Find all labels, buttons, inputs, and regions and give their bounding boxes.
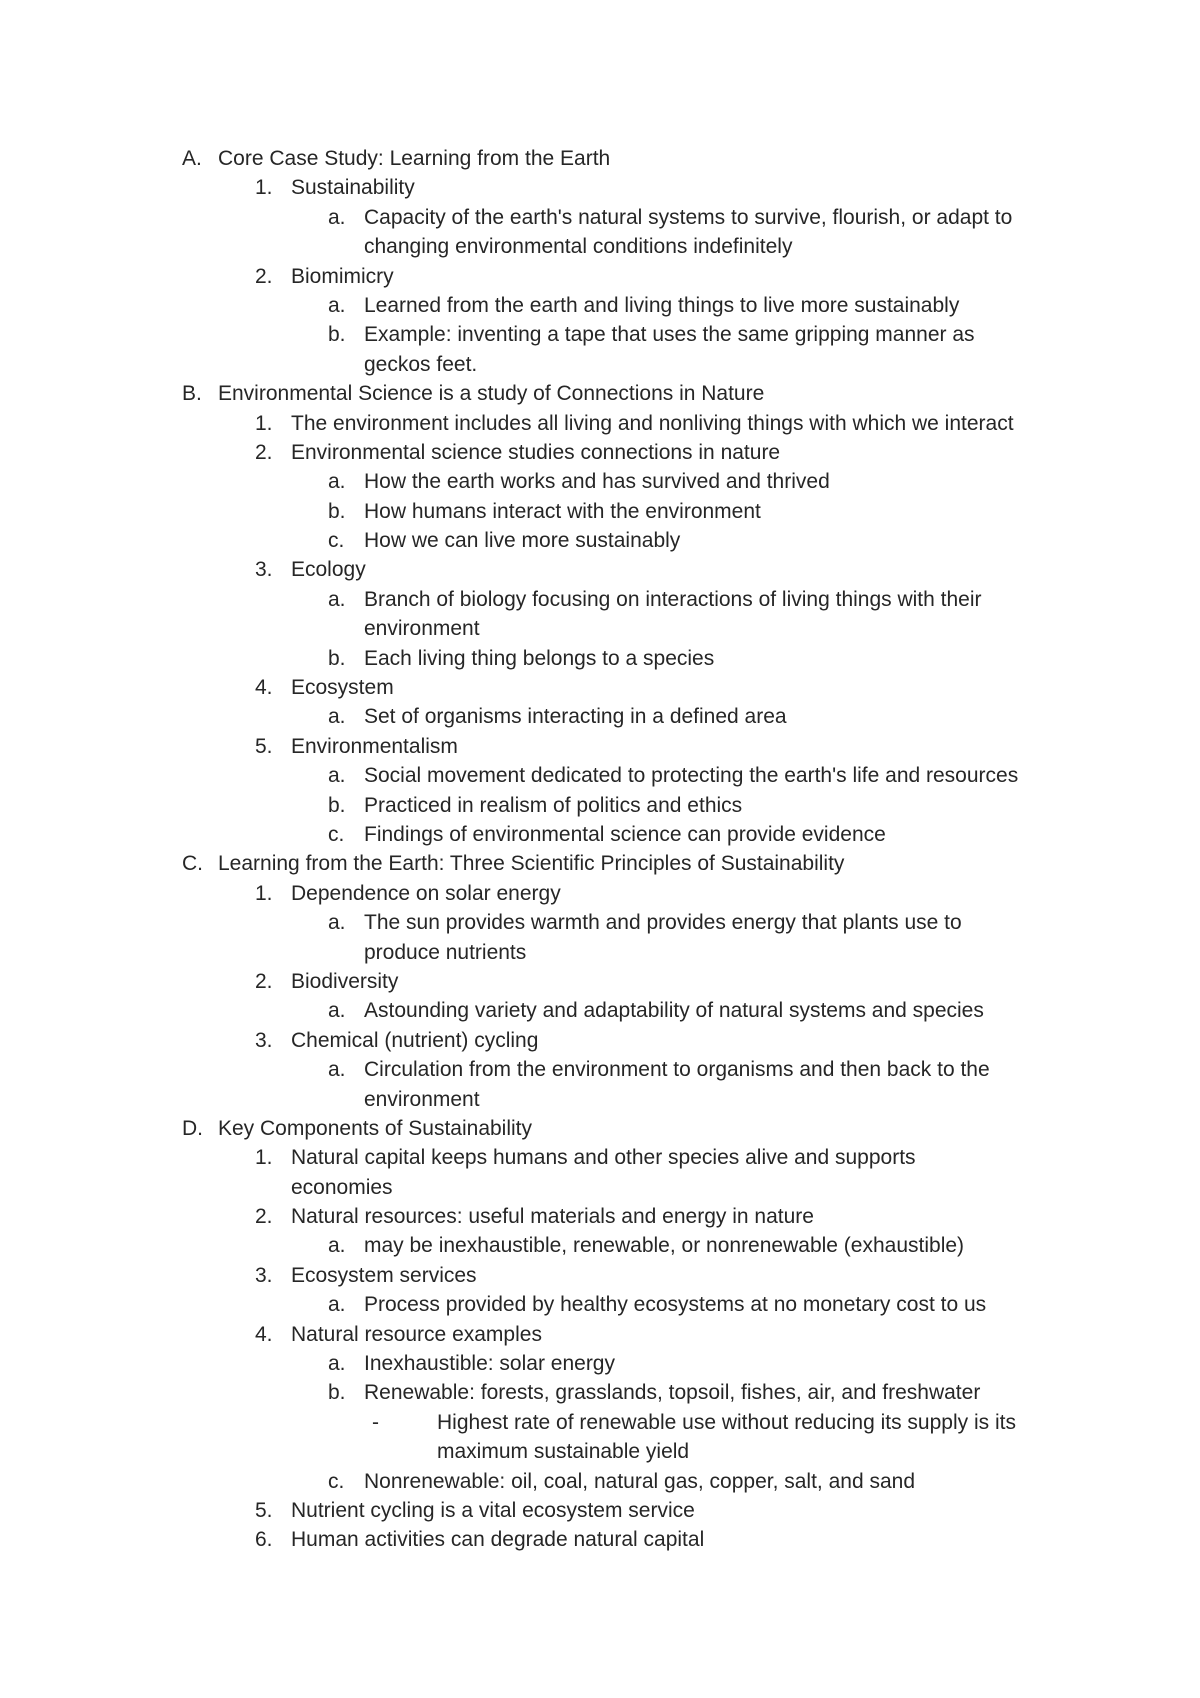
list-item-text: Circulation from the environment to organisms and then back to the (364, 1058, 990, 1082)
list-item-text: maximum sustainable yield (437, 1440, 690, 1464)
outline-line (0, 761, 1200, 790)
list-marker: a. (328, 1352, 346, 1376)
list-marker: 5. (255, 734, 273, 758)
list-marker: 2. (255, 1205, 273, 1229)
list-item-text: Key Components of Sustainability (218, 1116, 533, 1140)
list-marker: 4. (255, 1322, 273, 1346)
list-item-text: economies (291, 1175, 393, 1199)
list-marker: a. (328, 293, 346, 317)
list-marker: a. (328, 1234, 346, 1258)
list-marker: 4. (255, 676, 273, 700)
outline-line (0, 144, 1200, 173)
outline-line (0, 585, 1200, 614)
list-item-text: may be inexhaustible, renewable, or nonrenewable (exhaustible) (364, 1234, 965, 1258)
list-marker: c. (328, 822, 345, 846)
outline-line (0, 203, 1200, 232)
list-item-text: Ecosystem services (291, 1263, 477, 1287)
list-item-text: Chemical (nutrient) cycling (291, 1028, 539, 1052)
list-marker: a. (328, 1293, 346, 1317)
outline-line (0, 438, 1200, 467)
outline-line (0, 1231, 1200, 1260)
outline-line (0, 1173, 1200, 1202)
outline-line (0, 849, 1200, 878)
outline-line (0, 1114, 1200, 1143)
list-marker: 3. (255, 558, 273, 582)
list-marker: C. (182, 852, 203, 876)
outline-line (0, 379, 1200, 408)
list-item-text: Ecosystem (291, 676, 394, 700)
list-item-text: The sun provides warmth and provides energy that plants use to (364, 911, 962, 935)
list-item-text: Branch of biology focusing on interactions of living things with their (364, 587, 982, 611)
list-item-text: Renewable: forests, grasslands, topsoil, fishes, air, and freshwater (364, 1381, 981, 1405)
list-marker: A. (182, 147, 202, 170)
outline-line (0, 526, 1200, 555)
list-item-text: Nutrient cycling is a vital ecosystem service (291, 1498, 695, 1522)
outline-line (0, 1202, 1200, 1231)
outline-line (0, 732, 1200, 761)
list-marker: 3. (255, 1028, 273, 1052)
outline-line (0, 1320, 1200, 1349)
list-item-text: Environmental science studies connections in nature (291, 440, 781, 464)
list-marker: 2. (255, 969, 273, 993)
outline-line (0, 908, 1200, 937)
outline-line (0, 791, 1200, 820)
list-item-text: Findings of environmental science can provide evidence (364, 822, 886, 846)
list-marker: b. (328, 646, 346, 670)
list-item-text: Inexhaustible: solar energy (364, 1352, 615, 1376)
list-marker: 6. (255, 1528, 273, 1552)
list-marker: a. (328, 999, 346, 1023)
list-item-text: Dependence on solar energy (291, 881, 561, 905)
outline-line (0, 1143, 1200, 1172)
list-marker: b. (328, 1381, 346, 1405)
outline-line (0, 1085, 1200, 1114)
list-item-text: Example: inventing a tape that uses the same gripping manner as (364, 323, 975, 347)
list-item-text: Environmental Science is a study of Connections in Nature (218, 382, 765, 406)
outline-line (0, 1437, 1200, 1466)
outline-line (0, 673, 1200, 702)
outline-line (0, 1290, 1200, 1319)
list-item-text: Ecology (291, 558, 366, 582)
list-item-text: environment (364, 1087, 480, 1111)
list-marker: a. (328, 764, 346, 788)
list-item-text: Biodiversity (291, 969, 399, 993)
list-item-text: produce nutrients (364, 940, 527, 964)
list-marker: a. (328, 205, 346, 229)
list-marker: 1. (255, 411, 273, 435)
outline-line (0, 320, 1200, 349)
list-marker: c. (328, 1469, 345, 1493)
list-item-text: Highest rate of renewable use without reducing its supply is its (437, 1410, 1016, 1434)
list-item-text: Social movement dedicated to protecting the earth's life and resources (364, 764, 1019, 788)
list-item-text: Each living thing belongs to a species (364, 646, 715, 670)
list-item-text: Set of organisms interacting in a defined area (364, 705, 787, 729)
list-item-text: Astounding variety and adaptability of natural systems and species (364, 999, 984, 1023)
list-item-text: Natural resource examples (291, 1322, 542, 1346)
list-marker: B. (182, 382, 202, 406)
outline-line (0, 1349, 1200, 1378)
outline-line (0, 1378, 1200, 1407)
outline-line (0, 1408, 1200, 1437)
outline-line (0, 291, 1200, 320)
list-marker: 1. (255, 881, 273, 905)
list-item-text: The environment includes all living and nonliving things with which we interact (291, 411, 1014, 435)
list-marker: - (372, 1410, 379, 1434)
list-marker: 1. (255, 176, 273, 200)
outline-line (0, 879, 1200, 908)
outline-line (0, 644, 1200, 673)
list-marker: b. (328, 793, 346, 817)
list-item-text: How the earth works and has survived and thrived (364, 470, 830, 494)
outline-line (0, 614, 1200, 643)
outline-line (0, 1525, 1200, 1554)
list-marker: 2. (255, 264, 273, 288)
list-marker: a. (328, 587, 346, 611)
list-item-text: Nonrenewable: oil, coal, natural gas, copper, salt, and sand (364, 1469, 916, 1493)
list-marker: a. (328, 705, 346, 729)
list-item-text: Practiced in realism of politics and ethics (364, 793, 743, 817)
list-marker: b. (328, 499, 346, 523)
list-item-text: Environmentalism (291, 734, 458, 758)
list-item-text: Learning from the Earth: Three Scientific Principles of Sustainability (218, 852, 845, 876)
list-marker: 5. (255, 1498, 273, 1522)
outline-line (0, 938, 1200, 967)
outline-line (0, 350, 1200, 379)
list-marker: 3. (255, 1263, 273, 1287)
list-item-text: changing environmental conditions indefinitely (364, 235, 793, 259)
list-item-text: Sustainability (291, 176, 415, 200)
list-marker: a. (328, 470, 346, 494)
list-marker: D. (182, 1116, 203, 1140)
outline-line (0, 1026, 1200, 1055)
outline-line (0, 262, 1200, 291)
list-marker: b. (328, 323, 346, 347)
outline-line (0, 409, 1200, 438)
list-marker: a. (328, 1058, 346, 1082)
outline-line (0, 1261, 1200, 1290)
outline-line (0, 820, 1200, 849)
list-item-text: Process provided by healthy ecosystems at no monetary cost to us (364, 1293, 987, 1317)
list-item-text: Natural resources: useful materials and energy in nature (291, 1205, 814, 1229)
list-marker: a. (328, 911, 346, 935)
outline-line (0, 702, 1200, 731)
list-item-text: Core Case Study: Learning from the Earth (218, 147, 611, 170)
outline-line (0, 967, 1200, 996)
list-marker: 2. (255, 440, 273, 464)
outline-line (0, 497, 1200, 526)
list-item-text: Biomimicry (291, 264, 394, 288)
outline-line (0, 1496, 1200, 1525)
outline-line (0, 173, 1200, 202)
outline-line (0, 996, 1200, 1025)
outline-line (0, 1055, 1200, 1084)
list-marker: 1. (255, 1146, 273, 1170)
list-item-text: Natural capital keeps humans and other species alive and supports (291, 1146, 916, 1170)
outline-document (0, 144, 1200, 1555)
list-item-text: How humans interact with the environment (364, 499, 761, 523)
outline-line (0, 232, 1200, 261)
outline-line (0, 1467, 1200, 1496)
outline-line (0, 555, 1200, 584)
list-item-text: How we can live more sustainably (364, 529, 681, 553)
outline-line (0, 467, 1200, 496)
list-item-text: Human activities can degrade natural capital (291, 1528, 705, 1552)
list-item-text: Learned from the earth and living things to live more sustainably (364, 293, 960, 317)
list-item-text: environment (364, 617, 480, 641)
list-item-text: geckos feet. (364, 352, 478, 376)
list-item-text: Capacity of the earth's natural systems to survive, flourish, or adapt to (364, 205, 1013, 229)
list-marker: c. (328, 529, 345, 553)
